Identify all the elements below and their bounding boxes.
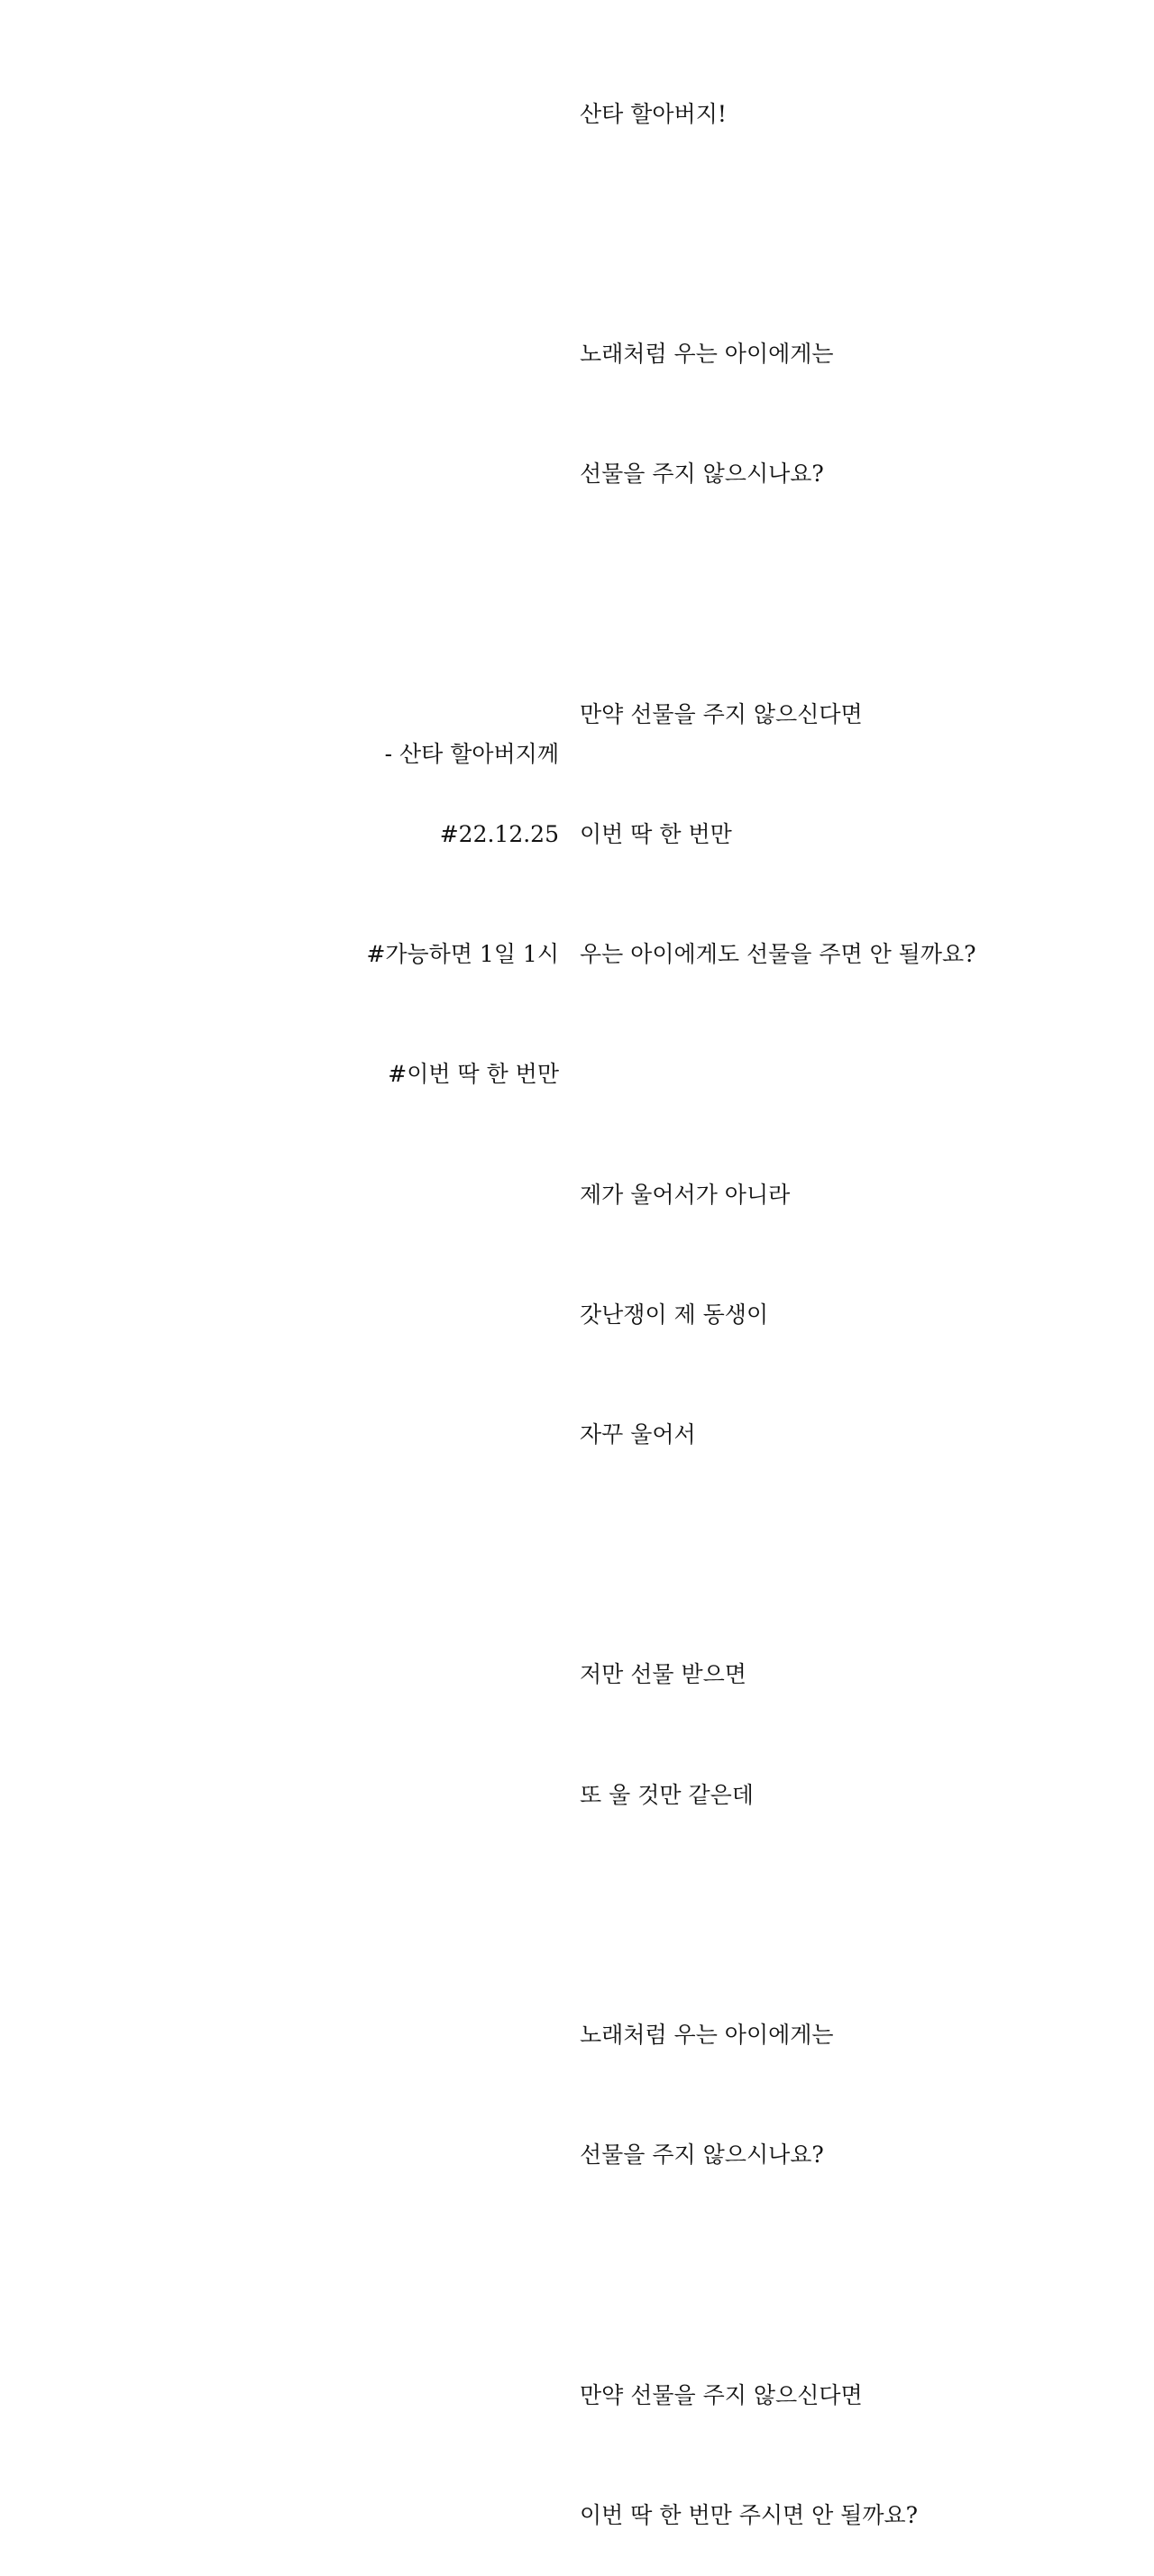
daily-poem-hashtag: #가능하면 1일 1시 <box>366 941 559 968</box>
poem-line: 우는 아이에게도 선물을 주면 안 될까요? <box>580 941 976 968</box>
poem-line: 제가 울어서가 아니라 <box>580 1181 791 1208</box>
poem-line: 선물을 주지 않으시나요? <box>580 2142 824 2169</box>
just-once-hashtag: #이번 딱 한 번만 <box>388 1061 559 1088</box>
poem-line: 노래처럼 우는 아이에게는 <box>580 2022 834 2049</box>
poem-line: 만약 선물을 주지 않으신다면 <box>580 700 863 727</box>
poem-line: 노래처럼 우는 아이에게는 <box>580 341 834 368</box>
date-hashtag: #22.12.25 <box>439 820 559 847</box>
poem-line: 산타 할아버지! <box>580 100 727 127</box>
poem-line-blank <box>580 1535 1139 1575</box>
poem-line: 이번 딱 한 번만 주시면 안 될까요? <box>580 2501 919 2528</box>
poem-line: 또 울 것만 같은데 <box>580 1781 754 1808</box>
hashtag-list <box>198 735 559 1135</box>
poem-line: 저만 선물 받으면 <box>580 1661 746 1688</box>
poem-line-blank <box>580 215 1139 254</box>
poem-line: 갓난쟁이 제 동생이 <box>580 1301 769 1328</box>
poem-title-text: - 산타 할아버지께 <box>384 740 559 767</box>
poem-line: 자꾸 울어서 <box>580 1421 696 1448</box>
poem-line: 선물을 주지 않으시나요? <box>580 461 824 488</box>
poem-body <box>580 14 1139 2576</box>
poem-line: 이번 딱 한 번만 <box>580 821 732 848</box>
poem-line-blank <box>580 575 1139 615</box>
poem-line-blank <box>580 2255 1139 2295</box>
poem-line-blank <box>580 1055 1139 1094</box>
poem-line: 만약 선물을 주지 않으신다면 <box>580 2381 863 2408</box>
poem-line-blank <box>580 1895 1139 1935</box>
